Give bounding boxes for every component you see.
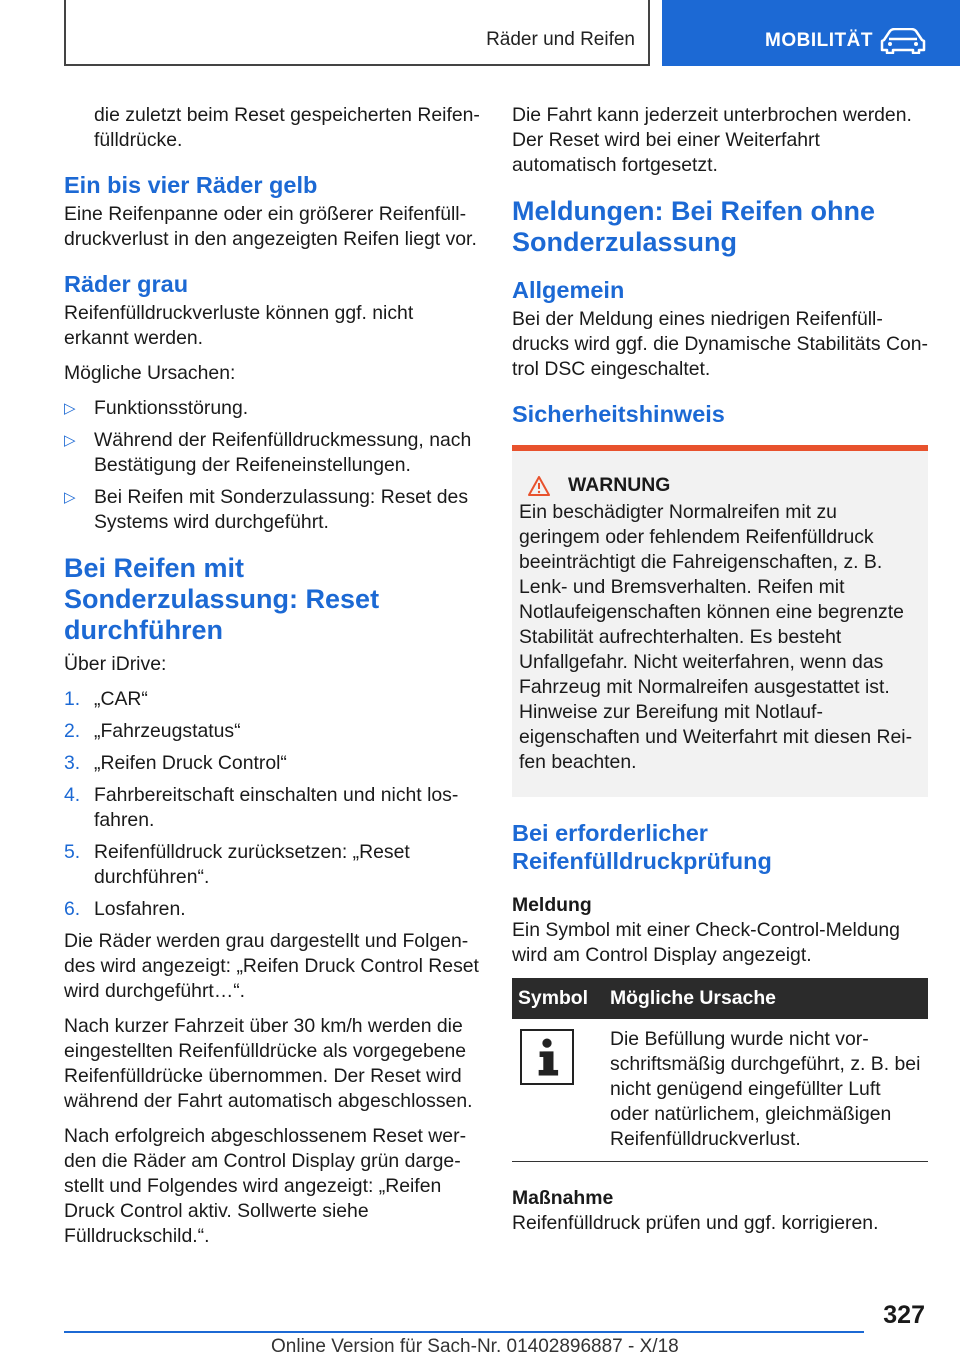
paragraph: Nach kurzer Fahrzeit über 30 km/h werden die eingestellten Reifenfülldrücke als vorgegebene Reifenfülldrücke übernommen. Der Reset wird während der Fahrt automatisch abgeschlossen. — [64, 1015, 473, 1112]
info-icon — [520, 1029, 574, 1085]
list-item: 4. Fahrbereitschaft einschalten und nicht losfahren. — [64, 784, 459, 831]
heading-message: Meldung — [512, 894, 592, 916]
list-item: ▷ Bei Reifen mit Sonderzulassung: Reset des Systems wird durchgeführt. — [64, 486, 469, 533]
list-item: 3. „Reifen Druck Control“ — [64, 752, 287, 774]
paragraph: Nach erfolgreich abgeschlossenem Reset werden die Räder am Control Display grün dargestellt und Folgendes wird angezeigt: „Reifen Druck Control aktiv. Sollwerte siehe Fülldruckschild.“. — [64, 1125, 467, 1247]
list-item: ▷ Funktionsstörung. — [64, 397, 249, 419]
warning-box — [512, 445, 928, 797]
list-item: 6. Losfahren. — [64, 898, 186, 920]
heading-grey-wheels: Räder grau — [64, 271, 189, 297]
footer-text: Online Version für Sach-Nr. 01402896887 - X/18 — [271, 1336, 679, 1357]
footer-divider — [64, 1331, 864, 1333]
heading-yellow-wheels: Ein bis vier Räder gelb — [64, 172, 318, 198]
heading-general: Allgemein — [512, 277, 625, 303]
symbol-table — [512, 978, 928, 1162]
paragraph: Reifenfülldruckverluste können ggf. nicht erkannt werden. — [64, 302, 414, 349]
paragraph: Eine Reifenpanne oder ein größerer Reifenfülldruckverlust in den angezeigten Reifen liegt vor. — [64, 203, 477, 250]
heading-safety: Sicherheitshinweis — [512, 401, 725, 427]
paragraph: Die Räder werden grau dargestellt und Folgendes wird angezeigt: „Reifen Druck Control Reset wird durchgeführt…“. — [64, 930, 479, 1002]
list-item: ▷ Während der Reifenfülldruckmessung, nach Bestätigung der Reifeneinstellungen. — [64, 429, 472, 476]
cause-cell: Die Befüllung wurde nicht vorschriftsmäßig durchgeführt, z. B. bei nicht genügend eingefüllter Luft oder natürlichem, gleichmäßigen Reifenfülldruckverlust. — [604, 1019, 928, 1162]
column-header: Symbol — [512, 978, 604, 1019]
heading-pressure-check: Bei erforderlicher Reifenfülldruckprüfung — [512, 820, 772, 874]
heading-action: Maßnahme — [512, 1187, 614, 1209]
page-number: 327 — [883, 1301, 925, 1329]
left-column — [64, 103, 482, 1259]
bullet-triangle-icon: ▷ — [64, 432, 76, 449]
right-column — [512, 103, 928, 1246]
heading-messages: Meldungen: Bei Reifen ohne Sonderzulassung — [512, 196, 876, 257]
warning-triangle-icon — [528, 476, 550, 496]
list-item: 1. „CAR“ — [64, 688, 148, 710]
symbol-cell — [512, 1019, 604, 1162]
chapter-title[interactable]: MOBILITÄT — [765, 30, 873, 51]
table-row — [512, 1019, 928, 1162]
list-item: 5. Reifenfülldruck zurücksetzen: „Reset durchführen“. — [64, 841, 410, 888]
table-header-row — [512, 978, 928, 1019]
paragraph: Die Fahrt kann jederzeit unterbrochen werden. Der Reset wird bei einer Weiterfahrt automatisch fortgesetzt. — [512, 104, 912, 176]
warning-text: Ein beschädigter Normalreifen mit zu geringem oder fehlendem Reifenfülldruck beeinträchtigt die Fahreigenschaften, z. B. Lenk- und Bremsverhalten. Reifen mit Notlaufeigenschaften können eine begrenzte Stabilität aufrechterhalten. Es besteht Unfallgefahr. Nicht weiterfahren, wenn das Fahrzeug mit Normalreifen ausgestattet ist. Hinweise zur Bereifung mit Notlaufeigenschaften und Weiterfahrt mit diesen Reifen beachten. — [519, 501, 913, 773]
paragraph: die zuletzt beim Reset gespeicherten Reifenfülldrücke. — [94, 104, 480, 151]
heading-reset: Bei Reifen mit Sonderzulassung: Reset durchführen — [64, 553, 380, 645]
car-icon — [880, 28, 926, 54]
paragraph: Mögliche Ursachen: — [64, 362, 236, 384]
section-title: Räder und Reifen — [486, 29, 635, 50]
bullet-triangle-icon: ▷ — [64, 400, 76, 417]
paragraph: Bei der Meldung eines niedrigen Reifenfülldrucks wird ggf. die Dynamische Stabilitäts Control DSC eingeschaltet. — [512, 308, 929, 380]
paragraph: Ein Symbol mit einer Check-Control-Meldung wird am Control Display angezeigt. — [512, 919, 900, 966]
column-header: Mögliche Ursache — [604, 978, 928, 1019]
list-item: 2. „Fahrzeugstatus“ — [64, 720, 241, 742]
warning-title: WARNUNG — [568, 474, 671, 496]
paragraph: Reifenfülldruck prüfen und ggf. korrigieren. — [512, 1212, 879, 1234]
paragraph: Über iDrive: — [64, 653, 167, 675]
bullet-triangle-icon: ▷ — [64, 489, 76, 506]
warning-header — [519, 473, 922, 498]
